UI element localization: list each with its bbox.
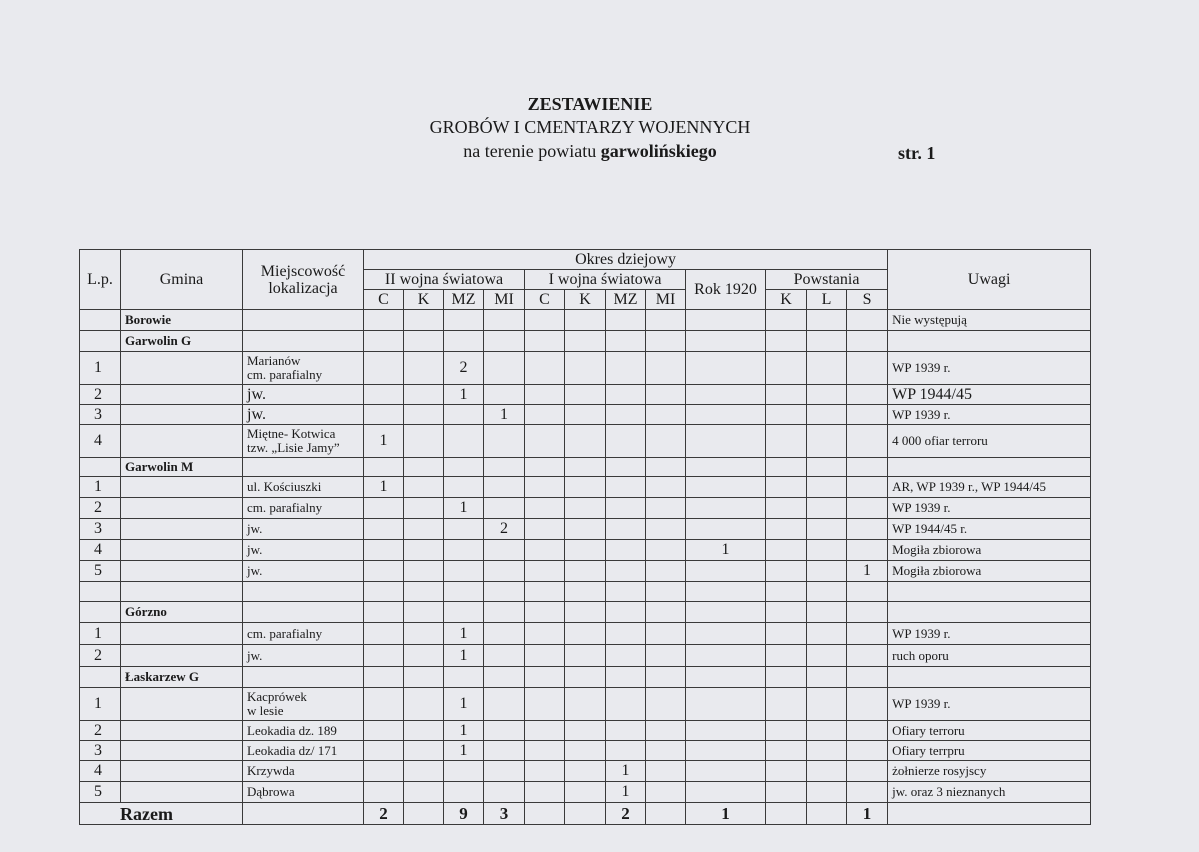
sum-ww1-mz: 2 [606,803,646,825]
value-cell: 1 [444,623,484,645]
subheader-ww2-c: C [364,290,404,310]
table-row [80,519,1091,540]
header-uwagi: Uwagi [888,250,1091,310]
sum-rok1920: 1 [686,803,766,825]
summary-label: Razem [80,803,243,825]
miejscowosc-cell [243,688,364,721]
document-title: ZESTAWIENIE [527,94,653,114]
uwagi-cell: WP 1939 r. [888,405,1091,425]
lp-cell: 4 [80,540,121,561]
value-cell: 1 [444,645,484,667]
gmina-name: Garwolin G [121,331,243,352]
gmina-name: Borowie [121,310,243,331]
uwagi-cell: WP 1944/45 r. [888,519,1091,540]
miejscowosc-cell: cm. parafialny [243,623,364,645]
miejscowosc-cell: jw. [243,385,364,405]
sum-ww2-c: 2 [364,803,404,825]
lp-cell: 5 [80,782,121,803]
header-miejscowosc-line2: lokalizacja [268,279,338,297]
miejscowosc-cell: Leokadia dz. 189 [243,721,364,741]
lp-cell: 1 [80,688,121,721]
gmina-name: Górzno [121,602,243,623]
document-region-line [0,141,1180,162]
miejscowosc-line2: tzw. „Lisie Jamy” [247,440,340,455]
lp-cell: 4 [80,425,121,458]
table-row [80,331,1091,352]
miejscowosc-cell [243,425,364,458]
table-row [80,310,1091,331]
header-powstania: Powstania [766,270,888,290]
summary-row [80,803,1091,825]
header-okres: Okres dziejowy [364,250,888,270]
value-cell: 1 [606,761,646,782]
value-cell: 1 [444,741,484,761]
table-row [80,741,1091,761]
miejscowosc-line2: w lesie [247,703,284,718]
value-cell: 2 [484,519,525,540]
sum-ww2-mi: 3 [484,803,525,825]
header-ww2: II wojna światowa [364,270,525,290]
table-row [80,498,1091,519]
table-row [80,645,1091,667]
value-cell: 1 [484,405,525,425]
table-row [80,623,1091,645]
header-gmina: Gmina [121,250,243,310]
value-cell: 1 [444,721,484,741]
region-prefix: na terenie powiatu [463,141,601,161]
uwagi-cell: ruch oporu [888,645,1091,667]
gmina-name: Łaskarzew G [121,667,243,688]
lp-cell: 1 [80,352,121,385]
lp-cell: 2 [80,721,121,741]
subheader-ww1-mi: MI [646,290,686,310]
table-row [80,352,1091,385]
lp-cell: 2 [80,498,121,519]
page-number: str. 1 [898,143,936,163]
value-cell: 1 [364,425,404,458]
value-cell: 1 [686,540,766,561]
subheader-ww1-mz: MZ [606,290,646,310]
header-miejscowosc [243,250,364,310]
region-name: garwolińskiego [600,141,717,161]
uwagi-cell: Ofiary terroru [888,721,1091,741]
miejscowosc-cell: ul. Kościuszki [243,477,364,498]
uwagi-cell: AR, WP 1939 r., WP 1944/45 [888,477,1091,498]
graves-table [79,249,1091,825]
value-cell: 1 [444,498,484,519]
lp-cell: 3 [80,741,121,761]
subheader-powst-l: L [807,290,847,310]
uwagi-cell: Ofiary terrpru [888,741,1091,761]
lp-cell: 3 [80,405,121,425]
uwagi-cell: Mogiła zbiorowa [888,540,1091,561]
value-cell: 1 [364,477,404,498]
subheader-ww2-mi: MI [484,290,525,310]
header-miejscowosc-line1: Miejscowość [260,262,346,280]
miejscowosc-line1: Marianów [247,353,301,368]
lp-cell: 1 [80,477,121,498]
uwagi-cell: Mogiła zbiorowa [888,561,1091,582]
table-row [80,761,1091,782]
subheader-ww1-k: K [565,290,606,310]
miejscowosc-cell: jw. [243,519,364,540]
header-rok1920: Rok 1920 [686,270,766,310]
value-cell: 1 [444,688,484,721]
lp-cell: 1 [80,623,121,645]
lp-cell: 4 [80,761,121,782]
uwagi-cell: 4 000 ofiar terroru [888,425,1091,458]
miejscowosc-cell: Leokadia dz/ 171 [243,741,364,761]
table-row [80,385,1091,405]
header-lp: L.p. [80,250,121,310]
document-subtitle: GROBÓW I CMENTARZY WOJENNYCH [429,117,751,137]
subheader-ww2-k: K [404,290,444,310]
table-row [80,667,1091,688]
table-row [80,721,1091,741]
uwagi-cell: WP 1939 r. [888,623,1091,645]
lp-cell: 3 [80,519,121,540]
miejscowosc-cell: Krzywda [243,761,364,782]
sum-ww2-mz: 9 [444,803,484,825]
value-cell: 1 [444,385,484,405]
uwagi-cell: Nie występują [888,310,1091,331]
value-cell: 2 [444,352,484,385]
table-row [80,602,1091,623]
miejscowosc-cell: Dąbrowa [243,782,364,803]
uwagi-cell: WP 1939 r. [888,352,1091,385]
miejscowosc-cell: cm. parafialny [243,498,364,519]
miejscowosc-line1: Kacprówek [247,689,307,704]
gmina-name: Garwolin M [121,458,243,477]
value-cell: 1 [606,782,646,803]
miejscowosc-cell: jw. [243,405,364,425]
uwagi-cell: jw. oraz 3 nieznanych [888,782,1091,803]
table-row [80,405,1091,425]
uwagi-cell: WP 1944/45 [888,385,1091,405]
header-ww1: I wojna światowa [525,270,686,290]
table-row [80,782,1091,803]
miejscowosc-cell: jw. [243,561,364,582]
lp-cell: 2 [80,385,121,405]
uwagi-cell: WP 1939 r. [888,498,1091,519]
miejscowosc-line2: cm. parafialny [247,367,323,382]
uwagi-cell: żołnierze rosyjscy [888,761,1091,782]
miejscowosc-cell: jw. [243,540,364,561]
table-row [80,540,1091,561]
uwagi-cell: WP 1939 r. [888,688,1091,721]
lp-cell: 5 [80,561,121,582]
table-row [80,561,1091,582]
lp-cell: 2 [80,645,121,667]
miejscowosc-line1: Miętne- Kotwica [247,426,336,441]
subheader-powst-k: K [766,290,807,310]
subheader-ww2-mz: MZ [444,290,484,310]
table-row [80,688,1091,721]
sum-powst-s: 1 [847,803,888,825]
value-cell: 1 [847,561,888,582]
miejscowosc-cell [243,352,364,385]
miejscowosc-cell: jw. [243,645,364,667]
subheader-ww1-c: C [525,290,565,310]
subheader-powst-s: S [847,290,888,310]
table-row [80,458,1091,477]
table-row [80,582,1091,602]
table-row [80,477,1091,498]
table-row [80,425,1091,458]
